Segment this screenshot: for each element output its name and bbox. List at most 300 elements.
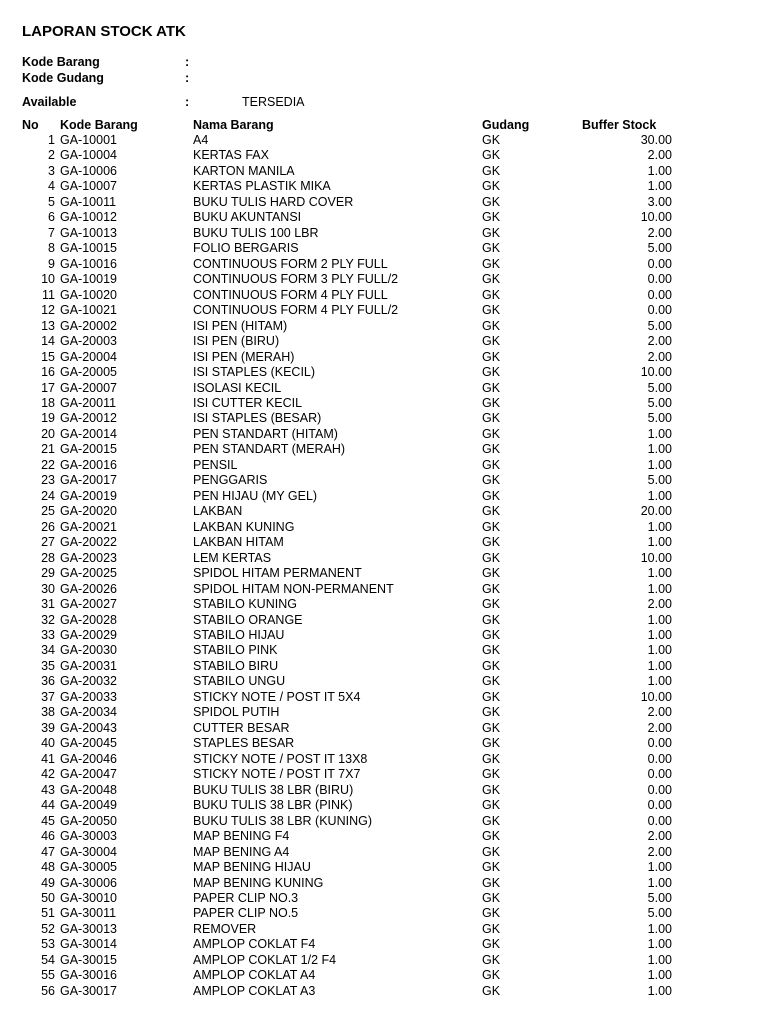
cell-no: 2 [48, 148, 55, 163]
cell-gudang: GK [482, 535, 501, 550]
cell-gudang: GK [482, 133, 501, 147]
table-row [0, 164, 768, 179]
table-row [0, 226, 768, 241]
cell-no: 6 [48, 210, 55, 225]
cell-buffer-stock: 5.00 [647, 380, 672, 395]
cell-no: 39 [41, 720, 55, 735]
cell-gudang: GK [482, 550, 501, 565]
cell-no: 53 [41, 937, 55, 952]
table-row [0, 891, 768, 906]
table-row [0, 736, 768, 751]
table-row [0, 148, 768, 163]
cell-gudang: GK [482, 658, 501, 673]
cell-kode-barang: GA-20005 [60, 365, 117, 380]
cell-kode-barang: GA-20025 [60, 566, 117, 581]
cell-buffer-stock: 5.00 [647, 473, 672, 488]
cell-buffer-stock: 0.00 [647, 798, 672, 813]
cell-kode-barang: GA-20029 [60, 628, 117, 642]
table-row [0, 288, 768, 303]
cell-kode-barang: GA-30013 [60, 921, 117, 936]
cell-gudang: GK [482, 921, 501, 936]
cell-no: 40 [41, 736, 55, 751]
table-row [0, 659, 768, 674]
cell-buffer-stock: 10.00 [640, 210, 672, 225]
cell-nama-barang: LAKBAN HITAM [193, 535, 284, 550]
cell-gudang: GK [482, 395, 501, 410]
cell-nama-barang: ISI PEN (MERAH) [193, 349, 295, 364]
cell-no: 31 [41, 597, 55, 612]
cell-gudang: GK [482, 163, 501, 178]
cell-nama-barang: CONTINUOUS FORM 4 PLY FULL/2 [193, 303, 399, 318]
cell-nama-barang: PENGGARIS [193, 473, 268, 488]
table-row [0, 783, 768, 798]
table-row [0, 628, 768, 643]
cell-buffer-stock: 3.00 [647, 194, 672, 209]
header-kode-barang: Kode Barang [60, 118, 138, 132]
cell-gudang: GK [482, 983, 501, 998]
cell-buffer-stock: 1.00 [647, 968, 672, 983]
cell-no: 5 [48, 194, 55, 209]
cell-gudang: GK [482, 210, 501, 225]
cell-nama-barang: MAP BENING A4 [193, 844, 290, 859]
cell-buffer-stock: 30.00 [640, 133, 672, 147]
table-row [0, 210, 768, 225]
cell-buffer-stock: 1.00 [647, 860, 672, 875]
cell-no: 13 [41, 318, 55, 333]
cell-kode-barang: GA-30005 [60, 860, 117, 875]
cell-nama-barang: CONTINUOUS FORM 3 PLY FULL/2 [193, 272, 399, 287]
cell-gudang: GK [482, 318, 501, 333]
cell-gudang: GK [482, 597, 501, 612]
cell-nama-barang: BUKU TULIS 38 LBR (PINK) [193, 798, 353, 813]
cell-gudang: GK [482, 643, 501, 658]
cell-buffer-stock: 0.00 [647, 767, 672, 782]
cell-nama-barang: BUKU TULIS 100 LBR [193, 225, 319, 240]
cell-buffer-stock: 1.00 [647, 658, 672, 673]
cell-gudang: GK [482, 303, 501, 318]
cell-gudang: GK [482, 179, 501, 194]
cell-buffer-stock: 2.00 [647, 225, 672, 240]
cell-no: 49 [41, 875, 55, 890]
cell-no: 45 [41, 813, 55, 828]
cell-buffer-stock: 2.00 [647, 334, 672, 349]
cell-no: 15 [41, 349, 55, 364]
table-row [0, 798, 768, 813]
cell-nama-barang: BUKU TULIS 38 LBR (BIRU) [193, 782, 354, 797]
table-row [0, 303, 768, 318]
cell-gudang: GK [482, 457, 501, 472]
cell-buffer-stock: 1.00 [647, 628, 672, 642]
table-row [0, 272, 768, 287]
cell-nama-barang: ISI PEN (HITAM) [193, 318, 288, 333]
cell-nama-barang: PAPER CLIP NO.3 [193, 890, 299, 905]
cell-buffer-stock: 2.00 [647, 829, 672, 844]
cell-gudang: GK [482, 890, 501, 905]
cell-kode-barang: GA-20049 [60, 798, 117, 813]
cell-gudang: GK [482, 519, 501, 534]
cell-buffer-stock: 10.00 [640, 550, 672, 565]
table-row [0, 705, 768, 720]
table-row [0, 365, 768, 380]
cell-kode-barang: GA-20002 [60, 318, 117, 333]
cell-buffer-stock: 2.00 [647, 844, 672, 859]
table-row [0, 334, 768, 349]
cell-no: 38 [41, 705, 55, 720]
cell-nama-barang: AMPLOP COKLAT F4 [193, 937, 316, 952]
cell-buffer-stock: 10.00 [640, 689, 672, 704]
cell-buffer-stock: 1.00 [647, 519, 672, 534]
cell-nama-barang: AMPLOP COKLAT A3 [193, 983, 316, 998]
cell-no: 55 [41, 968, 55, 983]
filter-colon: : [185, 55, 190, 69]
cell-gudang: GK [482, 365, 501, 380]
table-row [0, 845, 768, 860]
cell-kode-barang: GA-10001 [60, 133, 117, 147]
cell-nama-barang: BUKU TULIS 38 LBR (KUNING) [193, 813, 372, 828]
cell-gudang: GK [482, 798, 501, 813]
cell-gudang: GK [482, 473, 501, 488]
cell-no: 29 [41, 566, 55, 581]
table-row [0, 582, 768, 597]
filter-kode-barang [22, 55, 190, 70]
cell-gudang: GK [482, 782, 501, 797]
report-title: LAPORAN STOCK ATK [22, 23, 186, 40]
cell-nama-barang: KERTAS PLASTIK MIKA [193, 179, 331, 194]
cell-nama-barang: CUTTER BESAR [193, 720, 290, 735]
cell-kode-barang: GA-10011 [60, 194, 117, 209]
cell-no: 7 [48, 225, 55, 240]
header-gudang: Gudang [482, 118, 530, 132]
table-row [0, 906, 768, 921]
cell-gudang: GK [482, 581, 501, 596]
cell-kode-barang: GA-20043 [60, 720, 117, 735]
cell-kode-barang: GA-20033 [60, 689, 117, 704]
cell-no: 41 [41, 751, 55, 766]
cell-no: 12 [41, 303, 55, 318]
filter-label: Available [22, 95, 77, 109]
cell-no: 25 [41, 504, 55, 519]
cell-nama-barang: STICKY NOTE / POST IT 7X7 [193, 767, 361, 782]
table-row [0, 551, 768, 566]
cell-no: 35 [41, 658, 55, 673]
cell-kode-barang: GA-20045 [60, 736, 117, 751]
cell-no: 32 [41, 612, 55, 627]
table-row [0, 396, 768, 411]
table-row [0, 133, 768, 148]
cell-nama-barang: AMPLOP COKLAT A4 [193, 968, 316, 983]
header-no: No [22, 118, 39, 132]
cell-kode-barang: GA-10007 [60, 179, 117, 194]
table-row [0, 922, 768, 937]
table-row [0, 381, 768, 396]
cell-nama-barang: BUKU AKUNTANSI [193, 210, 302, 225]
cell-buffer-stock: 1.00 [647, 983, 672, 998]
cell-buffer-stock: 0.00 [647, 782, 672, 797]
cell-buffer-stock: 0.00 [647, 303, 672, 318]
cell-gudang: GK [482, 426, 501, 441]
cell-gudang: GK [482, 287, 501, 302]
cell-no: 24 [41, 488, 55, 503]
filter-label: Kode Barang [22, 55, 100, 69]
cell-buffer-stock: 2.00 [647, 597, 672, 612]
cell-nama-barang: ISI STAPLES (BESAR) [193, 411, 322, 426]
cell-kode-barang: GA-10013 [60, 225, 117, 240]
cell-gudang: GK [482, 488, 501, 503]
cell-gudang: GK [482, 442, 501, 457]
cell-buffer-stock: 1.00 [647, 442, 672, 457]
cell-no: 46 [41, 829, 55, 844]
cell-gudang: GK [482, 194, 501, 209]
header-buffer-stock: Buffer Stock [582, 118, 657, 132]
cell-kode-barang: GA-20007 [60, 380, 117, 395]
cell-nama-barang: PEN STANDART (MERAH) [193, 442, 346, 457]
table-row [0, 504, 768, 519]
cell-buffer-stock: 5.00 [647, 318, 672, 333]
cell-kode-barang: GA-20011 [60, 395, 117, 410]
table-row [0, 643, 768, 658]
cell-kode-barang: GA-30014 [60, 937, 117, 952]
cell-nama-barang: LEM KERTAS [193, 550, 272, 565]
cell-kode-barang: GA-20003 [60, 334, 117, 349]
cell-no: 42 [41, 767, 55, 782]
table-row [0, 489, 768, 504]
cell-nama-barang: LAKBAN KUNING [193, 519, 295, 534]
cell-gudang: GK [482, 334, 501, 349]
cell-nama-barang: ISI CUTTER KECIL [193, 395, 303, 410]
cell-gudang: GK [482, 968, 501, 983]
table-row [0, 241, 768, 256]
cell-nama-barang: STABILO KUNING [193, 597, 297, 612]
cell-buffer-stock: 1.00 [647, 875, 672, 890]
table-header [0, 117, 768, 133]
cell-buffer-stock: 1.00 [647, 457, 672, 472]
table-row [0, 597, 768, 612]
cell-nama-barang: CONTINUOUS FORM 2 PLY FULL [193, 256, 388, 271]
stock-table-body [0, 133, 768, 999]
cell-no: 19 [41, 411, 55, 426]
cell-nama-barang: ISOLASI KECIL [193, 380, 282, 395]
cell-buffer-stock: 1.00 [647, 488, 672, 503]
filter-colon: : [185, 95, 190, 109]
cell-nama-barang: STABILO HIJAU [193, 628, 285, 642]
cell-buffer-stock: 0.00 [647, 256, 672, 271]
cell-kode-barang: GA-20032 [60, 674, 117, 689]
cell-kode-barang: GA-10020 [60, 287, 117, 302]
cell-nama-barang: ISI STAPLES (KECIL) [193, 365, 316, 380]
cell-no: 28 [41, 550, 55, 565]
cell-kode-barang: GA-20016 [60, 457, 117, 472]
cell-kode-barang: GA-20028 [60, 612, 117, 627]
cell-nama-barang: SPIDOL HITAM PERMANENT [193, 566, 362, 581]
cell-no: 14 [41, 334, 55, 349]
cell-gudang: GK [482, 674, 501, 689]
cell-gudang: GK [482, 612, 501, 627]
table-row [0, 937, 768, 952]
cell-no: 16 [41, 365, 55, 380]
cell-nama-barang: ISI PEN (BIRU) [193, 334, 280, 349]
table-row [0, 814, 768, 829]
cell-kode-barang: GA-20048 [60, 782, 117, 797]
cell-gudang: GK [482, 566, 501, 581]
cell-kode-barang: GA-20031 [60, 658, 117, 673]
table-row [0, 535, 768, 550]
cell-buffer-stock: 1.00 [647, 163, 672, 178]
table-row [0, 520, 768, 535]
cell-kode-barang: GA-20020 [60, 504, 117, 519]
cell-no: 20 [41, 426, 55, 441]
cell-kode-barang: GA-30003 [60, 829, 117, 844]
cell-kode-barang: GA-10004 [60, 148, 117, 163]
cell-kode-barang: GA-30011 [60, 906, 117, 921]
filter-kode-gudang [22, 71, 190, 86]
cell-kode-barang: GA-20050 [60, 813, 117, 828]
cell-gudang: GK [482, 720, 501, 735]
cell-no: 1 [48, 133, 55, 147]
cell-no: 51 [41, 906, 55, 921]
cell-nama-barang: PEN STANDART (HITAM) [193, 426, 338, 441]
cell-no: 37 [41, 689, 55, 704]
table-row [0, 829, 768, 844]
cell-no: 36 [41, 674, 55, 689]
cell-kode-barang: GA-20023 [60, 550, 117, 565]
cell-gudang: GK [482, 148, 501, 163]
table-row [0, 350, 768, 365]
cell-no: 30 [41, 581, 55, 596]
cell-buffer-stock: 5.00 [647, 411, 672, 426]
cell-no: 8 [48, 241, 55, 256]
cell-kode-barang: GA-10006 [60, 163, 117, 178]
table-row [0, 458, 768, 473]
cell-kode-barang: GA-20046 [60, 751, 117, 766]
cell-nama-barang: CONTINUOUS FORM 4 PLY FULL [193, 287, 388, 302]
cell-gudang: GK [482, 705, 501, 720]
cell-no: 34 [41, 643, 55, 658]
cell-nama-barang: STICKY NOTE / POST IT 13X8 [193, 751, 368, 766]
table-row [0, 752, 768, 767]
cell-buffer-stock: 20.00 [640, 504, 672, 519]
cell-kode-barang: GA-10016 [60, 256, 117, 271]
cell-gudang: GK [482, 504, 501, 519]
cell-gudang: GK [482, 689, 501, 704]
cell-gudang: GK [482, 736, 501, 751]
cell-kode-barang: GA-10012 [60, 210, 117, 225]
cell-buffer-stock: 2.00 [647, 148, 672, 163]
cell-buffer-stock: 1.00 [647, 937, 672, 952]
cell-buffer-stock: 0.00 [647, 736, 672, 751]
table-row [0, 319, 768, 334]
filter-value: TERSEDIA [242, 95, 305, 109]
cell-no: 52 [41, 921, 55, 936]
cell-buffer-stock: 2.00 [647, 705, 672, 720]
cell-gudang: GK [482, 411, 501, 426]
filter-colon: : [185, 71, 190, 85]
cell-gudang: GK [482, 256, 501, 271]
cell-gudang: GK [482, 844, 501, 859]
cell-kode-barang: GA-20019 [60, 488, 117, 503]
cell-no: 22 [41, 457, 55, 472]
cell-buffer-stock: 0.00 [647, 813, 672, 828]
cell-kode-barang: GA-30006 [60, 875, 117, 890]
cell-no: 10 [41, 272, 55, 287]
cell-buffer-stock: 1.00 [647, 535, 672, 550]
cell-gudang: GK [482, 767, 501, 782]
cell-kode-barang: GA-20014 [60, 426, 117, 441]
cell-kode-barang: GA-20004 [60, 349, 117, 364]
cell-buffer-stock: 0.00 [647, 751, 672, 766]
cell-buffer-stock: 1.00 [647, 426, 672, 441]
cell-no: 47 [41, 844, 55, 859]
table-row [0, 195, 768, 210]
table-row [0, 721, 768, 736]
cell-gudang: GK [482, 937, 501, 952]
cell-no: 50 [41, 890, 55, 905]
table-row [0, 767, 768, 782]
cell-kode-barang: GA-30016 [60, 968, 117, 983]
cell-buffer-stock: 2.00 [647, 720, 672, 735]
cell-kode-barang: GA-30015 [60, 952, 117, 967]
cell-buffer-stock: 1.00 [647, 643, 672, 658]
cell-gudang: GK [482, 349, 501, 364]
cell-gudang: GK [482, 829, 501, 844]
table-row [0, 257, 768, 272]
cell-kode-barang: GA-30017 [60, 983, 117, 998]
cell-no: 9 [48, 256, 55, 271]
table-row [0, 566, 768, 581]
cell-buffer-stock: 1.00 [647, 952, 672, 967]
cell-no: 4 [48, 179, 55, 194]
cell-no: 17 [41, 380, 55, 395]
cell-nama-barang: SPIDOL PUTIH [193, 705, 280, 720]
cell-buffer-stock: 2.00 [647, 349, 672, 364]
table-row [0, 442, 768, 457]
cell-nama-barang: FOLIO BERGARIS [193, 241, 299, 256]
cell-kode-barang: GA-20047 [60, 767, 117, 782]
cell-nama-barang: MAP BENING F4 [193, 829, 290, 844]
table-row [0, 876, 768, 891]
cell-gudang: GK [482, 380, 501, 395]
cell-no: 44 [41, 798, 55, 813]
table-row [0, 674, 768, 689]
cell-no: 56 [41, 983, 55, 998]
table-row [0, 473, 768, 488]
cell-nama-barang: KERTAS FAX [193, 148, 269, 163]
cell-gudang: GK [482, 906, 501, 921]
table-row [0, 690, 768, 705]
header-nama-barang: Nama Barang [193, 118, 274, 132]
cell-gudang: GK [482, 860, 501, 875]
cell-nama-barang: BUKU TULIS HARD COVER [193, 194, 354, 209]
cell-kode-barang: GA-20034 [60, 705, 117, 720]
cell-kode-barang: GA-20027 [60, 597, 117, 612]
cell-kode-barang: GA-10019 [60, 272, 117, 287]
cell-no: 48 [41, 860, 55, 875]
cell-buffer-stock: 1.00 [647, 674, 672, 689]
cell-nama-barang: SPIDOL HITAM NON-PERMANENT [193, 581, 394, 596]
cell-gudang: GK [482, 875, 501, 890]
cell-buffer-stock: 0.00 [647, 287, 672, 302]
cell-nama-barang: LAKBAN [193, 504, 243, 519]
table-row [0, 411, 768, 426]
cell-buffer-stock: 1.00 [647, 566, 672, 581]
cell-no: 27 [41, 535, 55, 550]
cell-no: 33 [41, 628, 55, 642]
cell-nama-barang: STABILO UNGU [193, 674, 286, 689]
cell-gudang: GK [482, 272, 501, 287]
cell-no: 3 [48, 163, 55, 178]
cell-buffer-stock: 1.00 [647, 921, 672, 936]
cell-nama-barang: STICKY NOTE / POST IT 5X4 [193, 689, 361, 704]
cell-nama-barang: MAP BENING HIJAU [193, 860, 311, 875]
